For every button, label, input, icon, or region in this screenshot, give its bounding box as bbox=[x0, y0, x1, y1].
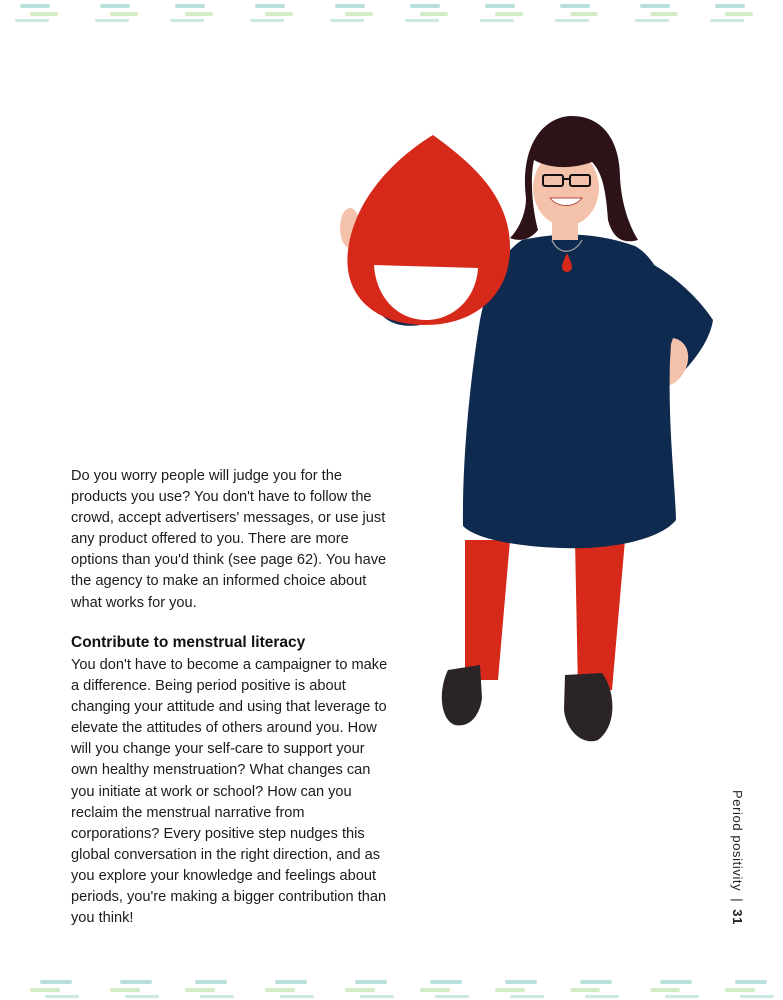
page-footer-tab bbox=[725, 790, 745, 930]
left-shoe-icon bbox=[442, 665, 482, 725]
section-paragraph: You don't have to become a campaigner to make a difference. Being period positive is about changing your attitude and using that leverage to elevate the attitudes of others around you. How will you change your self-care to support your own healthy menstruation? What changes can you initiate at work or school? How can you reclaim the menstrual narrative from corporations? Every positive step nudges this global conversation in the right direction, and as you explore your knowledge and feelings about periods, you're making a bigger contribution than you think! bbox=[71, 657, 388, 927]
right-shoe-icon bbox=[564, 673, 612, 741]
separator: | bbox=[730, 898, 745, 903]
right-leg bbox=[575, 540, 625, 690]
chapter-title: Period positivity bbox=[730, 790, 745, 892]
top-dashed-border bbox=[0, 0, 783, 26]
section-heading: Contribute to menstrual literacy bbox=[71, 634, 306, 651]
page-number: 31 bbox=[730, 909, 745, 925]
bottom-dashed-border bbox=[0, 974, 783, 1000]
intro-paragraph: Do you worry people will judge you for the products you use? You don't have to follow the crowd, accept advertisers' messages, or use just any product offered to you. There are more options than you'd think (see page 62). You have the agency to make an informed choice about what works for you. bbox=[71, 468, 387, 611]
left-leg bbox=[465, 540, 510, 680]
